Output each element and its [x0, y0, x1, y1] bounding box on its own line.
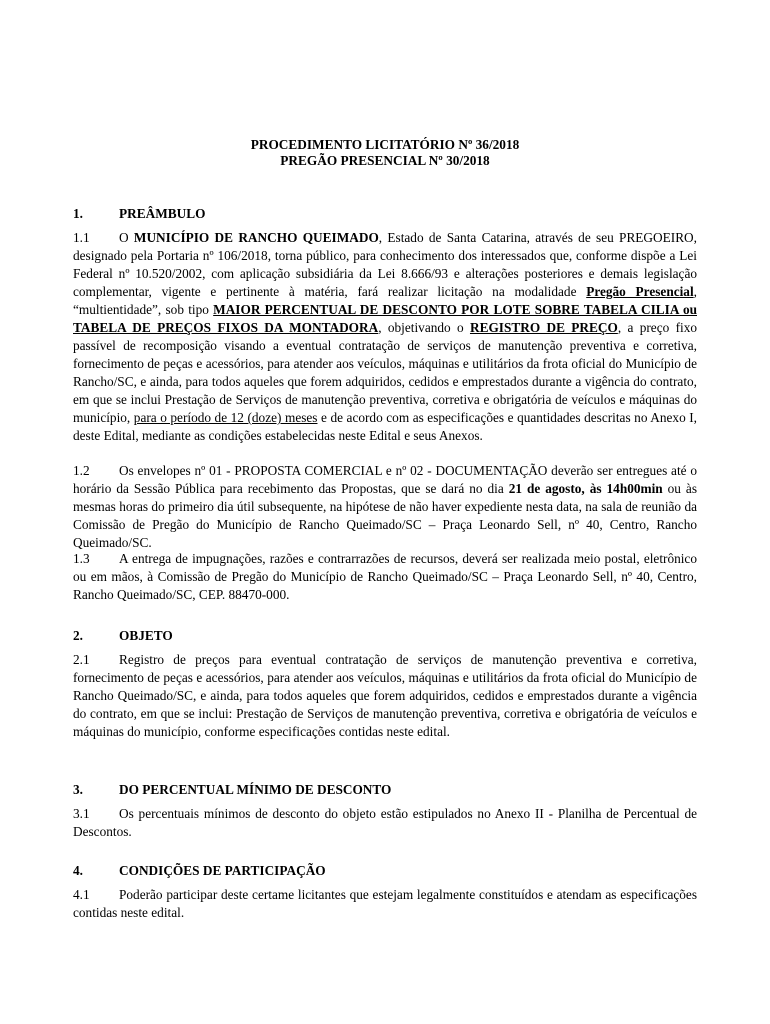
section-number: 3.: [73, 782, 83, 797]
paragraph-number: 1.3: [73, 551, 90, 566]
section-heading-objeto: [73, 627, 173, 645]
text-run: ou às mesmas horas do primeiro dia útil subsequente, na hipótese de não haver expediente nesta data, na sala de reunião da Comissão de Pregão do Município de Rancho Queimado/SC – Praça Leonardo Sell, nº 40, Centro, Rancho Queimado/SC.: [73, 481, 698, 550]
paragraph-2-1: [73, 651, 697, 741]
section-title: OBJETO: [119, 628, 173, 643]
text-run: , objetivando o: [378, 320, 470, 335]
paragraph-number: 2.1: [73, 652, 90, 667]
bold-text: MUNICÍPIO DE RANCHO QUEIMADO: [133, 230, 379, 245]
section-heading-condicoes: [73, 862, 326, 880]
text-run: , a preço fixo passível de recomposição visando a eventual contratação de serviços de manutenção preventiva e corretiva, fornecimento de peças e acessórios, para atender aos veículos, máquinas e utilitários da frota oficial do Município de Rancho/SC, e ainda, para todos aqueles que forem adquiridos, cedidos e emprestados durante a vigência do contrato, em que se inclui Prestação de Serviços de manutenção preventiva, corretiva e obrigatória de veículos e máquinas do município,: [73, 320, 697, 425]
section-number: 4.: [73, 863, 83, 878]
text-run: e de acordo com as especificações e quantidades descritas no Anexo I, deste Edital, mediante as condições estabelecidas neste Edital e seus Anexos.: [73, 410, 698, 443]
text-run: Registro de preços para eventual contratação de serviços de manutenção preventiva e corretiva, fornecimento de peças e acessórios, para atender aos veículos, máquinas e utilitários da frota oficial do Município de Rancho Queimado/SC, e ainda, para todos aqueles que forem adquiridos, cedidos e emprestados durante a vigência do contrato, em que se inclui: Prestação de Serviços de manutenção preventiva, corretiva e obrigatória de veículos e máquinas do município, conforme especificações contidas neste edital.: [73, 652, 697, 739]
section-number: 2.: [73, 628, 83, 643]
text-run: A entrega de impugnações, razões e contrarrazões de recursos, deverá ser realizada meio postal, eletrônico ou em mãos, à Comissão de Pregão do Município de Rancho Queimado/SC – Praça Leonardo Sell, nº 40, Centro, Rancho Queimado/SC, CEP. 88470-000.: [73, 551, 697, 602]
section-heading-percentual: [73, 781, 391, 799]
paragraph-number: 4.1: [73, 887, 90, 902]
paragraph-4-1: [73, 886, 697, 922]
paragraph-1-2: [73, 462, 697, 552]
text-run: Os percentuais mínimos de desconto do objeto estão estipulados no Anexo II - Planilha de Percentual de Descontos.: [73, 806, 697, 839]
bold-text: 21 de agosto, às 14h00min: [508, 481, 663, 496]
text-run: Os envelopes nº 01 - PROPOSTA COMERCIAL e nº 02 - DOCUMENTAÇÃO deverão ser entregues até o horário da Sessão Pública para recebimento das Propostas, que se dará no dia: [73, 463, 697, 496]
underlined-text: para o período de 12 (doze) meses: [133, 410, 318, 425]
paragraph-number: 1.2: [73, 463, 90, 478]
paragraph-1-3: [73, 550, 697, 604]
bold-underlined-text: REGISTRO DE PREÇO: [469, 320, 618, 335]
bold-underlined-text: MAIOR PERCENTUAL DE DESCONTO POR LOTE SOBRE TABELA CILIA ou TABELA DE PREÇOS FIXOS DA MONTADORA: [73, 302, 697, 335]
section-heading-preambulo: [73, 205, 205, 223]
document-title-line2: PREGÃO PRESENCIAL Nº 30/2018: [280, 153, 490, 168]
paragraph-number: 1.1: [73, 230, 90, 245]
bold-underlined-text: Pregão Presencial: [586, 284, 694, 299]
section-title: PREÂMBULO: [119, 206, 206, 221]
text-run: O: [119, 230, 134, 245]
text-run: , Estado de Santa Catarina, através de seu PREGOEIRO, designado pela Portaria nº 106/2018, torna público, para conhecimento dos interessados que, conforme dispõe a Lei Federal nº 10.520/2002, com aplicação subsidiária da Lei 8.666/93 e alterações posteriores e demais legislação complementar, vigente e pertinente à matéria, fará realizar licitação na modalidade: [73, 230, 697, 299]
section-number: 1.: [73, 206, 83, 221]
text-run: Poderão participar deste certame licitantes que estejam legalmente constituídos e atendam as especificações contidas neste edital.: [73, 887, 697, 920]
paragraph-3-1: [73, 805, 697, 841]
paragraph-number: 3.1: [73, 806, 90, 821]
document-title-line1: PROCEDIMENTO LICITATÓRIO Nº 36/2018: [250, 137, 520, 152]
text-run: , “multientidade”, sob tipo: [73, 284, 697, 317]
paragraph-1-1: [73, 229, 697, 445]
section-title: CONDIÇÕES DE PARTICIPAÇÃO: [119, 863, 326, 878]
section-title: DO PERCENTUAL MÍNIMO DE DESCONTO: [119, 782, 392, 797]
